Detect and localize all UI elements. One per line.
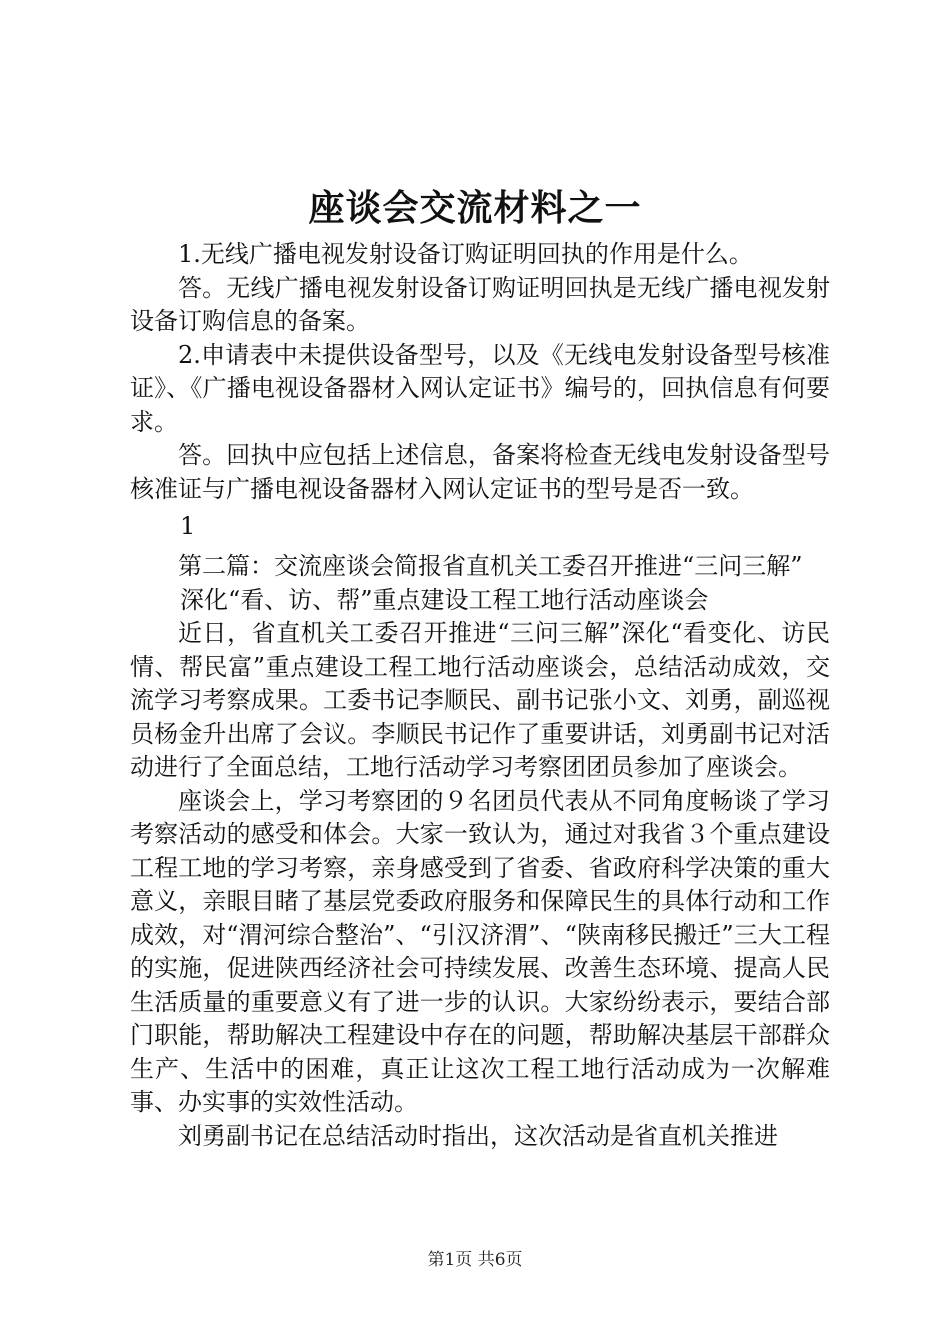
paragraph-discussion: 座谈会上，学习考察团的９名团员代表从不同角度畅谈了学习考察活动的感受和体会。大家一致认为，通过对我省３个重点建设工程工地的学习考察，亲身感受到了省委、省政府科学决策的重大意义，亲眼目睹了基层党委政府服务和保障民生的具体行动和工作成效，对“渭河综合整治”、“引汉济渭”、“陕南移民搬迁”三大工程的实施，促进陕西经济社会可持续发展、改善生态环境、提高人民生活质量的重要意义有了进一步的认识。大家纷纷表示，要结合部门职能，帮助解决工程建设中存在的问题，帮助解决基层干部群众生产、生活中的困难，真正让这次工程工地行活动成为一次解难事、办实事的实效性活动。 [130,786,830,1116]
answer-one: 答。无线广播电视发射设备订购证明回执是无线广播电视发射设备订购信息的备案。 [130,273,830,335]
page-marker: 1 [180,512,196,540]
paragraph-summary: 刘勇副书记在总结活动时指出，这次活动是省直机关推进 [178,1121,778,1150]
part-two-subheading: 深化“看、访、帮”重点建设工程工地行活动座谈会 [180,585,709,614]
document-title: 座谈会交流材料之一 [308,187,642,229]
question-two: 2.申请表中未提供设备型号，以及《无线电发射设备型号核准证》、《广播电视设备器材入网认定证书》编号的，回执信息有何要求。 [130,340,830,436]
part-two-heading: 第二篇：交流座谈会简报省直机关工委召开推进“三问三解” [178,552,803,580]
page-footer: 第1页 共6页 [427,1250,523,1270]
part-two-body [130,510,830,1153]
question-one: 1.无线广播电视发射设备订购证明回执的作用是什么。 [178,240,753,268]
part-one-body [130,238,830,506]
paragraph-intro: 近日，省直机关工委召开推进“三问三解”深化“看变化、访民情、帮民富”重点建设工程工地行活动座谈会，总结活动成效，交流学习考察成果。工委书记李顺民、副书记张小文、刘勇，副巡视员杨金升出席了会议。李顺民书记作了重要讲话，刘勇副书记对活动进行了全面总结，工地行活动学习考察团团员参加了座谈会。 [130,619,830,781]
answer-two: 答。回执中应包括上述信息，备案将检查无线电发射设备型号核准证与广播电视设备器材入网认定证书的型号是否一致。 [130,441,830,503]
